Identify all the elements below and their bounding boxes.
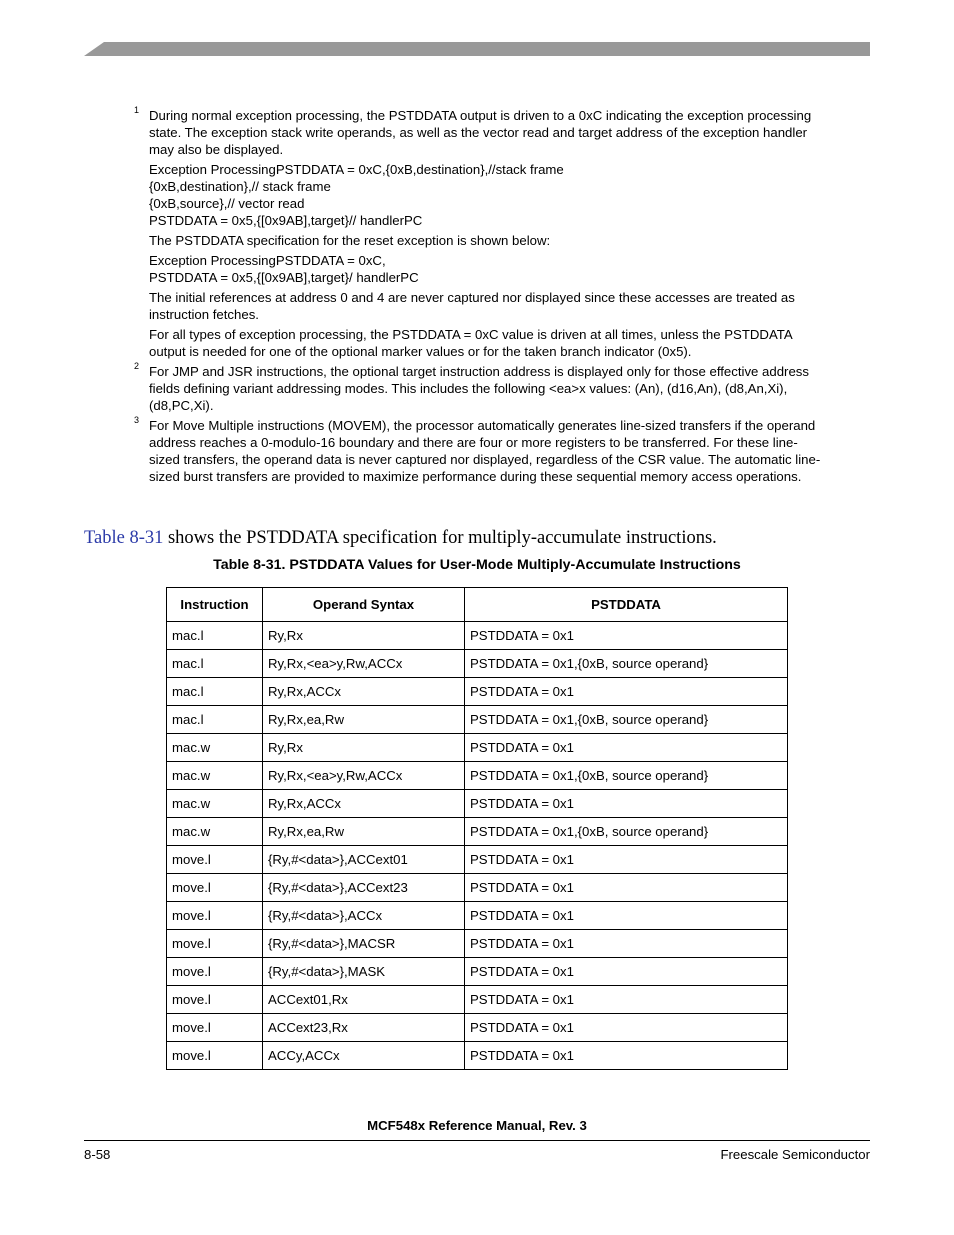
footnote-number: 2 bbox=[134, 361, 140, 371]
cell-instruction: move.l bbox=[167, 958, 263, 986]
cell-pstddata: PSTDDATA = 0x1 bbox=[465, 874, 788, 902]
cell-instruction: mac.l bbox=[167, 706, 263, 734]
footnotes bbox=[132, 107, 822, 488]
cell-pstddata: PSTDDATA = 0x1,{0xB, source operand} bbox=[465, 706, 788, 734]
table-row bbox=[167, 1014, 788, 1042]
cell-pstddata: PSTDDATA = 0x1,{0xB, source operand} bbox=[465, 762, 788, 790]
cell-pstddata: PSTDDATA = 0x1 bbox=[465, 930, 788, 958]
footnote bbox=[132, 417, 822, 485]
cell-operand-syntax: Ry,Rx bbox=[263, 734, 465, 762]
cell-operand-syntax: {Ry,#<data>},ACCx bbox=[263, 902, 465, 930]
cell-operand-syntax: {Ry,#<data>},MACSR bbox=[263, 930, 465, 958]
cell-instruction: move.l bbox=[167, 874, 263, 902]
header-instruction: Instruction bbox=[167, 588, 263, 622]
footnote bbox=[132, 107, 822, 360]
footnote-paragraph: For all types of exception processing, the PSTDDATA = 0xC value is driven at all times, unless the PSTDDATA output is needed for one of the optional marker values or for the taken branch indicator (0x5). bbox=[149, 327, 792, 359]
table-row bbox=[167, 986, 788, 1014]
header-bar bbox=[84, 42, 870, 56]
footnote-number: 3 bbox=[134, 415, 140, 425]
table-row bbox=[167, 958, 788, 986]
table-row bbox=[167, 734, 788, 762]
cell-instruction: move.l bbox=[167, 1014, 263, 1042]
page-number: 8-58 bbox=[84, 1147, 111, 1162]
cell-instruction: move.l bbox=[167, 1042, 263, 1070]
intro-paragraph bbox=[84, 527, 864, 549]
footnote-paragraph: The initial references at address 0 and 4 are never captured nor displayed since these accesses are treated as instruction fetches. bbox=[149, 290, 795, 322]
table-row bbox=[167, 902, 788, 930]
footnote-paragraph: During normal exception processing, the PSTDDATA output is driven to a 0xC indicating the exception processing state. The exception stack write operands, as well as the vector read and target address of the exception handler may also be displayed. bbox=[149, 108, 812, 157]
footnote-number: 1 bbox=[134, 105, 140, 115]
cell-pstddata: PSTDDATA = 0x1 bbox=[465, 902, 788, 930]
table-row bbox=[167, 846, 788, 874]
table-row bbox=[167, 678, 788, 706]
cell-operand-syntax: ACCext01,Rx bbox=[263, 986, 465, 1014]
cell-pstddata: PSTDDATA = 0x1,{0xB, source operand} bbox=[465, 818, 788, 846]
cell-operand-syntax: Ry,Rx,<ea>y,Rw,ACCx bbox=[263, 762, 465, 790]
intro-text: shows the PSTDDATA specification for multiply-accumulate instructions. bbox=[163, 528, 717, 548]
cell-instruction: mac.l bbox=[167, 678, 263, 706]
cell-operand-syntax: ACCy,ACCx bbox=[263, 1042, 465, 1070]
table-row bbox=[167, 762, 788, 790]
table-row bbox=[167, 874, 788, 902]
header-operand-syntax: Operand Syntax bbox=[263, 588, 465, 622]
table-row bbox=[167, 1042, 788, 1070]
table-row bbox=[167, 622, 788, 650]
cell-operand-syntax: Ry,Rx,ACCx bbox=[263, 678, 465, 706]
cell-instruction: mac.l bbox=[167, 650, 263, 678]
cell-operand-syntax: Ry,Rx bbox=[263, 622, 465, 650]
footnote-paragraph: For JMP and JSR instructions, the optional target instruction address is displayed only for those effective address fields defining variant addressing modes. This includes the following <ea>x values: (An), (d16,An), (d8,An,Xi), (d8,PC,Xi). bbox=[149, 364, 809, 413]
table-link[interactable]: Table 8-31 bbox=[84, 528, 164, 548]
cell-operand-syntax: ACCext23,Rx bbox=[263, 1014, 465, 1042]
cell-instruction: mac.w bbox=[167, 790, 263, 818]
cell-instruction: mac.w bbox=[167, 734, 263, 762]
footnote-paragraph: The PSTDDATA specification for the reset exception is shown below: bbox=[149, 233, 551, 248]
cell-pstddata: PSTDDATA = 0x1 bbox=[465, 1042, 788, 1070]
table-header-row bbox=[167, 588, 788, 622]
cell-operand-syntax: {Ry,#<data>},ACCext23 bbox=[263, 874, 465, 902]
cell-operand-syntax: {Ry,#<data>},ACCext01 bbox=[263, 846, 465, 874]
pstddata-table bbox=[166, 587, 788, 1070]
footnote-paragraph: Exception ProcessingPSTDDATA = 0xC,{0xB,destination},//stack frame {0xB,destination},// stack frame {0xB,source},// vector read PSTDDATA = 0x5,{[0x9AB],target}// handlerPC bbox=[149, 162, 564, 228]
cell-operand-syntax: {Ry,#<data>},MASK bbox=[263, 958, 465, 986]
header-pstddata: PSTDDATA bbox=[465, 588, 788, 622]
cell-instruction: move.l bbox=[167, 930, 263, 958]
cell-instruction: mac.w bbox=[167, 818, 263, 846]
cell-instruction: move.l bbox=[167, 902, 263, 930]
cell-instruction: move.l bbox=[167, 986, 263, 1014]
footer-title: MCF548x Reference Manual, Rev. 3 bbox=[367, 1118, 587, 1133]
cell-operand-syntax: Ry,Rx,<ea>y,Rw,ACCx bbox=[263, 650, 465, 678]
footnote bbox=[132, 363, 822, 414]
table-row bbox=[167, 650, 788, 678]
table-row bbox=[167, 818, 788, 846]
cell-pstddata: PSTDDATA = 0x1 bbox=[465, 958, 788, 986]
footnote-paragraph: For Move Multiple instructions (MOVEM), the processor automatically generates line-sized transfers if the operand address reaches a 0-modulo-16 boundary and there are four or more registers to be transferred. For these line-sized transfers, the operand data is never captured nor displayed, regardless of the CSR value. The automatic line-sized burst transfers are provided to maximize performance during these sequential memory access operations. bbox=[149, 418, 821, 484]
cell-operand-syntax: Ry,Rx,ea,Rw bbox=[263, 706, 465, 734]
table-row bbox=[167, 930, 788, 958]
company-name: Freescale Semiconductor bbox=[720, 1147, 870, 1162]
cell-operand-syntax: Ry,Rx,ea,Rw bbox=[263, 818, 465, 846]
cell-pstddata: PSTDDATA = 0x1 bbox=[465, 1014, 788, 1042]
cell-pstddata: PSTDDATA = 0x1 bbox=[465, 790, 788, 818]
table-row bbox=[167, 790, 788, 818]
cell-pstddata: PSTDDATA = 0x1 bbox=[465, 986, 788, 1014]
cell-pstddata: PSTDDATA = 0x1 bbox=[465, 622, 788, 650]
table-row bbox=[167, 706, 788, 734]
cell-pstddata: PSTDDATA = 0x1,{0xB, source operand} bbox=[465, 650, 788, 678]
cell-pstddata: PSTDDATA = 0x1 bbox=[465, 846, 788, 874]
cell-instruction: mac.l bbox=[167, 622, 263, 650]
cell-instruction: move.l bbox=[167, 846, 263, 874]
cell-operand-syntax: Ry,Rx,ACCx bbox=[263, 790, 465, 818]
footer-rule bbox=[84, 1140, 870, 1141]
table-title: Table 8-31. PSTDDATA Values for User-Mode Multiply-Accumulate Instructions bbox=[213, 557, 741, 573]
cell-pstddata: PSTDDATA = 0x1 bbox=[465, 678, 788, 706]
cell-pstddata: PSTDDATA = 0x1 bbox=[465, 734, 788, 762]
cell-instruction: mac.w bbox=[167, 762, 263, 790]
footnote-paragraph: Exception ProcessingPSTDDATA = 0xC, PSTDDATA = 0x5,{[0x9AB],target}/ handlerPC bbox=[149, 253, 419, 285]
